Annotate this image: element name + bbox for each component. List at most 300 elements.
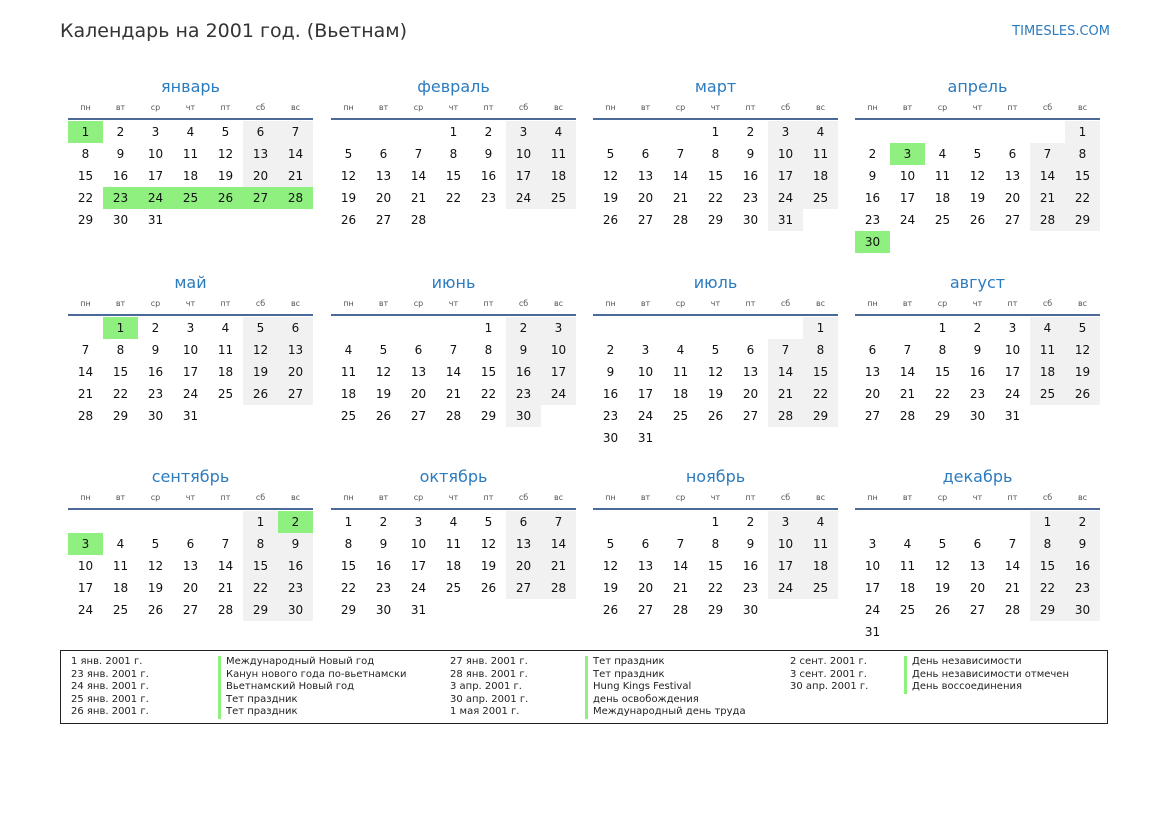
page-title: Календарь на 2001 год. (Вьетнам) (60, 20, 408, 42)
legend-date: 3 апр. 2001 г. (450, 681, 522, 693)
day-cell: 23 (864, 213, 881, 227)
weekday-label: вс (815, 299, 826, 308)
day-cell: 27 (742, 409, 759, 423)
day-cell: 19 (480, 559, 497, 573)
holiday-day-cell: 30 (855, 231, 890, 253)
day-cell: 27 (410, 409, 427, 423)
day-cell: 8 (116, 343, 125, 357)
month-name: декабрь (942, 467, 1013, 486)
day-cell: 20 (864, 387, 881, 401)
day-cell: 28 (445, 409, 462, 423)
holiday-day-cell: 1 (103, 317, 138, 339)
weekday-label: пт (220, 299, 231, 308)
day-cell: 16 (112, 169, 129, 183)
day-cell: 17 (899, 191, 916, 205)
empty-cell (733, 317, 768, 339)
day-cell: 19 (602, 581, 619, 595)
day-cell: 6 (746, 343, 755, 357)
day-cell: 15 (1030, 555, 1065, 577)
day-cell: 1 (1030, 511, 1065, 533)
day-cell: 13 (864, 365, 881, 379)
day-cell: 30 (1065, 599, 1100, 621)
empty-cell (593, 317, 628, 339)
weekday-label: сб (518, 493, 529, 502)
day-cell: 1 (1065, 121, 1100, 143)
day-cell: 1 (449, 125, 458, 139)
day-cell: 15 (707, 169, 724, 183)
day-cell: 2 (379, 515, 388, 529)
day-cell: 4 (1030, 317, 1065, 339)
day-cell: 27 (637, 603, 654, 617)
day-cell: 5 (711, 343, 720, 357)
weekday-label: вт (640, 103, 651, 112)
day-cell: 20 (637, 581, 654, 595)
empty-cell (890, 511, 925, 533)
day-cell: 15 (934, 365, 951, 379)
day-cell: 29 (934, 409, 951, 423)
day-cell: 6 (243, 121, 278, 143)
day-cell: 19 (707, 387, 724, 401)
day-cell: 2 (746, 515, 755, 529)
day-cell: 10 (899, 169, 916, 183)
weekday-label: пн (867, 103, 878, 112)
day-cell: 15 (112, 365, 129, 379)
empty-cell (663, 317, 698, 339)
weekday-header (593, 98, 838, 120)
day-cell: 30 (112, 213, 129, 227)
day-cell: 6 (186, 537, 195, 551)
day-cell: 30 (147, 409, 164, 423)
day-cell: 31 (410, 603, 427, 617)
day-cell: 30 (742, 213, 759, 227)
day-cell: 28 (1004, 603, 1021, 617)
day-cell: 2 (606, 343, 615, 357)
day-cell: 15 (445, 169, 462, 183)
weekday-label: ср (413, 103, 424, 112)
day-cell: 27 (375, 213, 392, 227)
days-grid (855, 121, 1100, 253)
day-cell: 9 (506, 339, 541, 361)
day-cell: 14 (672, 169, 689, 183)
weekday-label: сб (255, 493, 266, 502)
day-cell: 12 (375, 365, 392, 379)
weekday-label: чт (710, 493, 721, 502)
day-cell: 12 (707, 365, 724, 379)
day-cell: 26 (147, 603, 164, 617)
weekday-label: чт (448, 103, 459, 112)
day-cell: 8 (1030, 533, 1065, 555)
day-cell: 10 (410, 537, 427, 551)
day-cell: 11 (182, 147, 199, 161)
day-cell: 18 (1030, 361, 1065, 383)
day-cell: 17 (77, 581, 94, 595)
weekday-label: сб (255, 103, 266, 112)
weekday-header (593, 488, 838, 510)
day-cell: 18 (803, 165, 838, 187)
day-cell: 11 (217, 343, 234, 357)
weekday-label: пн (343, 299, 354, 308)
day-cell: 23 (969, 387, 986, 401)
holiday-day-cell: 24 (138, 187, 173, 209)
day-cell: 2 (1065, 511, 1100, 533)
day-cell: 19 (934, 581, 951, 595)
legend-holiday-name: День воссоединения (904, 681, 1022, 694)
weekday-label: пт (745, 103, 756, 112)
day-cell: 16 (742, 169, 759, 183)
day-cell: 10 (864, 559, 881, 573)
weekday-label: сб (1042, 299, 1053, 308)
legend-date: 2 сент. 2001 г. (790, 656, 867, 667)
day-cell: 21 (445, 387, 462, 401)
day-cell: 24 (182, 387, 199, 401)
empty-cell (960, 511, 995, 533)
day-cell: 4 (344, 343, 353, 357)
day-cell: 1 (344, 515, 353, 529)
empty-cell (995, 121, 1030, 143)
day-cell: 31 (147, 213, 164, 227)
day-cell: 22 (445, 191, 462, 205)
day-cell: 19 (217, 169, 234, 183)
day-cell: 24 (1004, 387, 1021, 401)
empty-cell (331, 121, 366, 143)
day-cell: 8 (1065, 143, 1100, 165)
day-cell: 16 (864, 191, 881, 205)
day-cell: 3 (414, 515, 423, 529)
day-cell: 26 (934, 603, 951, 617)
day-cell: 23 (147, 387, 164, 401)
day-cell: 31 (1004, 409, 1021, 423)
empty-cell (68, 511, 103, 533)
day-cell: 26 (602, 603, 619, 617)
day-cell: 10 (77, 559, 94, 573)
day-cell: 23 (375, 581, 392, 595)
day-cell: 21 (899, 387, 916, 401)
holiday-day-cell: 1 (68, 121, 103, 143)
day-cell: 18 (182, 169, 199, 183)
day-cell: 10 (1004, 343, 1021, 357)
day-cell: 3 (151, 125, 160, 139)
day-cell: 3 (768, 121, 803, 143)
day-cell: 4 (221, 321, 230, 335)
days-grid (593, 317, 838, 449)
weekday-header (68, 98, 313, 120)
weekday-label: вт (640, 299, 651, 308)
day-cell: 14 (278, 143, 313, 165)
day-cell: 6 (868, 343, 877, 357)
weekday-label: пн (867, 493, 878, 502)
day-cell: 10 (182, 343, 199, 357)
day-cell: 23 (278, 577, 313, 599)
empty-cell (628, 317, 663, 339)
day-cell: 12 (1065, 339, 1100, 361)
day-cell: 30 (506, 405, 541, 427)
day-cell: 15 (1065, 165, 1100, 187)
weekday-label: ср (150, 493, 161, 502)
day-cell: 14 (445, 365, 462, 379)
month-1 (68, 74, 313, 231)
day-cell: 24 (768, 577, 803, 599)
weekday-header (855, 488, 1100, 510)
weekday-label: ср (150, 299, 161, 308)
weekday-label: вт (378, 493, 389, 502)
day-cell: 31 (864, 625, 881, 639)
day-cell: 9 (379, 537, 388, 551)
day-cell: 12 (969, 169, 986, 183)
empty-cell (1030, 121, 1065, 143)
day-cell: 27 (1004, 213, 1021, 227)
day-cell: 9 (746, 537, 755, 551)
empty-cell (208, 511, 243, 533)
day-cell: 20 (243, 165, 278, 187)
day-cell: 19 (602, 191, 619, 205)
legend-holiday-name: Тет праздник (218, 706, 298, 719)
day-cell: 8 (484, 343, 493, 357)
weekday-label: пн (343, 493, 354, 502)
weekday-label: сб (780, 299, 791, 308)
day-cell: 8 (711, 147, 720, 161)
day-cell: 23 (602, 409, 619, 423)
day-cell: 20 (1004, 191, 1021, 205)
day-cell: 17 (1004, 365, 1021, 379)
weekday-label: пн (80, 103, 91, 112)
day-cell: 12 (480, 537, 497, 551)
legend-date: 28 янв. 2001 г. (450, 668, 528, 680)
day-cell: 6 (641, 147, 650, 161)
day-cell: 25 (934, 213, 951, 227)
day-cell: 31 (637, 431, 654, 445)
day-cell: 12 (340, 169, 357, 183)
day-cell: 3 (186, 321, 195, 335)
empty-cell (995, 511, 1030, 533)
day-cell: 25 (899, 603, 916, 617)
day-cell: 9 (116, 147, 125, 161)
empty-cell (855, 317, 890, 339)
day-cell: 13 (637, 169, 654, 183)
day-cell: 25 (340, 409, 357, 423)
day-cell: 19 (243, 361, 278, 383)
day-cell: 11 (541, 143, 576, 165)
month-name: октябрь (419, 467, 488, 486)
empty-cell (855, 121, 890, 143)
month-name: ноябрь (685, 467, 746, 486)
day-cell: 28 (899, 409, 916, 423)
day-cell: 29 (707, 213, 724, 227)
day-cell: 14 (1004, 559, 1021, 573)
weekday-label: сб (780, 493, 791, 502)
day-cell: 19 (147, 581, 164, 595)
month-12 (855, 464, 1100, 643)
empty-cell (173, 511, 208, 533)
day-cell: 20 (182, 581, 199, 595)
day-cell: 20 (742, 387, 759, 401)
day-cell: 12 (602, 559, 619, 573)
day-cell: 17 (864, 581, 881, 595)
legend-holiday-name: Международный день труда (585, 706, 746, 719)
day-cell: 5 (221, 125, 230, 139)
day-cell: 5 (1065, 317, 1100, 339)
weekday-label: вт (640, 493, 651, 502)
day-cell: 26 (1065, 383, 1100, 405)
month-name: март (694, 77, 737, 96)
weekday-label: чт (710, 299, 721, 308)
weekday-label: пн (605, 103, 616, 112)
holiday-day-cell: 26 (208, 187, 243, 209)
day-cell: 26 (243, 383, 278, 405)
weekday-header (331, 488, 576, 510)
day-cell: 1 (484, 321, 493, 335)
day-cell: 10 (768, 143, 803, 165)
weekday-label: вс (1077, 493, 1088, 502)
day-cell: 7 (278, 121, 313, 143)
legend-holiday-name: День независимости (904, 656, 1022, 669)
weekday-label: пт (1007, 493, 1018, 502)
legend-holiday-name: Тет праздник (585, 669, 665, 682)
day-cell: 17 (147, 169, 164, 183)
weekday-label: сб (518, 299, 529, 308)
day-cell: 7 (221, 537, 230, 551)
day-cell: 27 (864, 409, 881, 423)
empty-cell (331, 317, 366, 339)
day-cell: 22 (707, 581, 724, 595)
month-11 (593, 464, 838, 621)
day-cell: 9 (746, 147, 755, 161)
day-cell: 22 (1030, 577, 1065, 599)
day-cell: 18 (217, 365, 234, 379)
day-cell: 12 (147, 559, 164, 573)
day-cell: 24 (410, 581, 427, 595)
day-cell: 24 (637, 409, 654, 423)
empty-cell (628, 121, 663, 143)
empty-cell (366, 317, 401, 339)
weekday-label: пт (745, 299, 756, 308)
day-cell: 15 (803, 361, 838, 383)
site-link[interactable]: TIMESLES.COM (1012, 24, 1110, 39)
weekday-label: вс (553, 299, 564, 308)
day-cell: 2 (151, 321, 160, 335)
weekday-header (68, 294, 313, 316)
day-cell: 11 (934, 169, 951, 183)
weekday-label: пн (605, 299, 616, 308)
day-cell: 16 (375, 559, 392, 573)
weekday-label: вт (115, 493, 126, 502)
day-cell: 4 (938, 147, 947, 161)
day-cell: 7 (449, 343, 458, 357)
day-cell: 25 (445, 581, 462, 595)
weekday-header (593, 294, 838, 316)
empty-cell (663, 121, 698, 143)
day-cell: 4 (676, 343, 685, 357)
day-cell: 14 (541, 533, 576, 555)
day-cell: 23 (480, 191, 497, 205)
empty-cell (138, 511, 173, 533)
day-cell: 3 (541, 317, 576, 339)
weekday-header (855, 294, 1100, 316)
day-cell: 16 (147, 365, 164, 379)
day-cell: 7 (1030, 143, 1065, 165)
day-cell: 6 (641, 537, 650, 551)
weekday-label: вс (1077, 103, 1088, 112)
weekday-label: вс (290, 299, 301, 308)
day-cell: 21 (217, 581, 234, 595)
weekday-label: вт (902, 103, 913, 112)
weekday-header (331, 294, 576, 316)
day-cell: 7 (1008, 537, 1017, 551)
day-cell: 18 (445, 559, 462, 573)
day-cell: 20 (637, 191, 654, 205)
day-cell: 18 (803, 555, 838, 577)
day-cell: 31 (768, 209, 803, 231)
day-cell: 11 (803, 143, 838, 165)
holiday-day-cell: 3 (68, 533, 103, 555)
day-cell: 5 (938, 537, 947, 551)
day-cell: 5 (606, 147, 615, 161)
day-cell: 5 (606, 537, 615, 551)
weekday-label: чт (972, 299, 983, 308)
day-cell: 7 (541, 511, 576, 533)
day-cell: 13 (243, 143, 278, 165)
legend-date: 23 янв. 2001 г. (71, 668, 149, 680)
day-cell: 8 (449, 147, 458, 161)
day-cell: 21 (278, 165, 313, 187)
day-cell: 16 (969, 365, 986, 379)
legend-date: 1 янв. 2001 г. (71, 656, 143, 667)
weekday-label: пн (867, 299, 878, 308)
day-cell: 15 (480, 365, 497, 379)
day-cell: 20 (278, 361, 313, 383)
day-cell: 6 (1008, 147, 1017, 161)
day-cell: 20 (375, 191, 392, 205)
weekday-label: сб (518, 103, 529, 112)
day-cell: 28 (768, 405, 803, 427)
day-cell: 9 (973, 343, 982, 357)
day-cell: 10 (541, 339, 576, 361)
day-cell: 29 (803, 405, 838, 427)
empty-cell (401, 317, 436, 339)
day-cell: 17 (182, 365, 199, 379)
day-cell: 9 (484, 147, 493, 161)
weekday-label: ср (413, 299, 424, 308)
day-cell: 22 (77, 191, 94, 205)
day-cell: 1 (803, 317, 838, 339)
day-cell: 14 (410, 169, 427, 183)
month-name: апрель (947, 77, 1008, 96)
day-cell: 16 (506, 361, 541, 383)
day-cell: 22 (243, 577, 278, 599)
day-cell: 14 (672, 559, 689, 573)
empty-cell (401, 121, 436, 143)
day-cell: 14 (77, 365, 94, 379)
weekday-label: вт (115, 103, 126, 112)
day-cell: 27 (182, 603, 199, 617)
holiday-day-cell: 3 (890, 143, 925, 165)
day-cell: 29 (243, 599, 278, 621)
day-cell: 24 (899, 213, 916, 227)
weekday-label: ср (675, 299, 686, 308)
day-cell: 28 (1030, 209, 1065, 231)
day-cell: 29 (112, 409, 129, 423)
day-cell: 9 (278, 533, 313, 555)
days-grid (855, 511, 1100, 643)
weekday-label: вс (553, 103, 564, 112)
weekday-label: вт (378, 103, 389, 112)
day-cell: 21 (672, 191, 689, 205)
days-grid (68, 511, 313, 621)
day-cell: 8 (81, 147, 90, 161)
day-cell: 6 (379, 147, 388, 161)
day-cell: 29 (480, 409, 497, 423)
days-grid (855, 317, 1100, 427)
day-cell: 6 (414, 343, 423, 357)
